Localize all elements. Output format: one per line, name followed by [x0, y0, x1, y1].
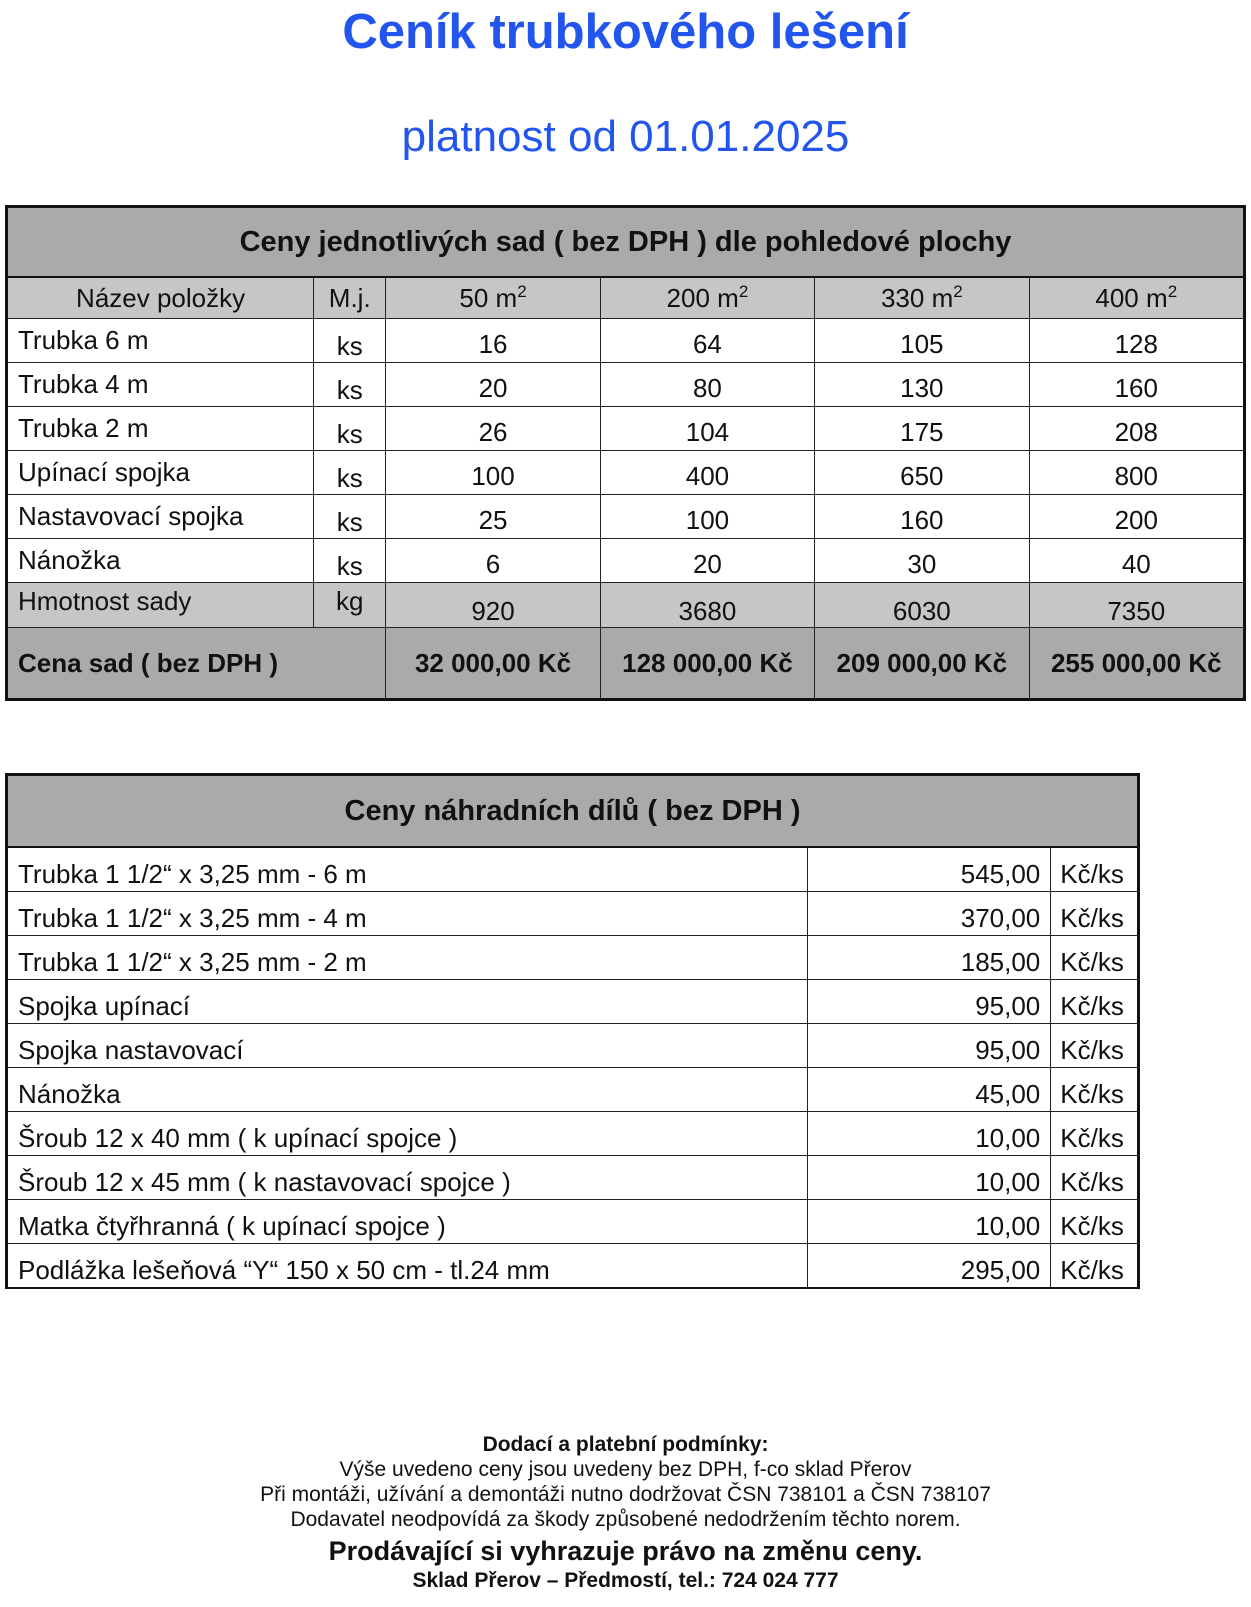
item-qty: 650	[815, 451, 1029, 495]
weight-value: 3680	[600, 583, 814, 628]
part-name: Trubka 1 1/2“ x 3,25 mm - 4 m	[7, 892, 808, 936]
part-price: 370,00	[807, 892, 1051, 936]
sets-table-header-row	[7, 277, 1245, 319]
item-qty: 160	[815, 495, 1029, 539]
part-price: 545,00	[807, 847, 1051, 892]
table-row	[7, 1156, 1139, 1200]
col-header-name: Název položky	[7, 277, 314, 319]
terms-heading: Dodací a platební podmínky:	[482, 1433, 769, 1456]
part-unit: Kč/ks	[1051, 1068, 1139, 1112]
item-qty: 200	[1029, 495, 1244, 539]
table-row	[7, 451, 1245, 495]
total-label: Cena sad ( bez DPH )	[7, 628, 386, 700]
part-name: Matka čtyřhranná ( k upínací spojce )	[7, 1200, 808, 1244]
item-qty: 400	[600, 451, 814, 495]
item-qty: 100	[386, 451, 600, 495]
table-row	[7, 1024, 1139, 1068]
item-qty: 25	[386, 495, 600, 539]
parts-table-title: Ceny náhradních dílů ( bez DPH )	[7, 775, 1139, 848]
item-qty: 20	[600, 539, 814, 583]
terms-line: Výše uvedeno ceny jsou uvedeny bez DPH, f-co sklad Přerov	[339, 1458, 912, 1481]
table-row	[7, 407, 1245, 451]
item-qty: 30	[815, 539, 1029, 583]
item-unit: ks	[314, 539, 386, 583]
table-row	[7, 936, 1139, 980]
table-row	[7, 892, 1139, 936]
col-header-area: 400 $m^2$	[1029, 277, 1244, 319]
part-price: 10,00	[807, 1112, 1051, 1156]
item-name: Trubka 6 m	[7, 319, 314, 363]
table-row	[7, 847, 1139, 892]
weight-label: Hmotnost sady	[7, 583, 314, 628]
col-header-area: 50 $m^2$	[386, 277, 600, 319]
part-name: Trubka 1 1/2“ x 3,25 mm - 2 m	[7, 936, 808, 980]
weight-row	[7, 583, 1245, 628]
terms-footer	[0, 1432, 1251, 1593]
terms-line: Dodavatel neodpovídá za škody způsobené nedodržením těchto norem.	[290, 1508, 961, 1531]
part-unit: Kč/ks	[1051, 980, 1139, 1024]
part-price: 95,00	[807, 1024, 1051, 1068]
item-qty: 128	[1029, 319, 1244, 363]
part-name: Podlážka lešeňová “Y“ 150 x 50 cm - tl.24 mm	[7, 1244, 808, 1289]
sets-table-title: Ceny jednotlivých sad ( bez DPH ) dle pohledové plochy	[7, 207, 1245, 278]
table-row	[7, 1068, 1139, 1112]
page-title: Ceník trubkového lešení	[342, 5, 909, 59]
table-row	[7, 1200, 1139, 1244]
item-name: Trubka 4 m	[7, 363, 314, 407]
part-name: Šroub 12 x 45 mm ( k nastavovací spojce )	[7, 1156, 808, 1200]
item-qty: 16	[386, 319, 600, 363]
part-name: Spojka upínací	[7, 980, 808, 1024]
part-unit: Kč/ks	[1051, 1024, 1139, 1068]
item-qty: 175	[815, 407, 1029, 451]
weight-value: 7350	[1029, 583, 1244, 628]
part-name: Trubka 1 1/2“ x 3,25 mm - 6 m	[7, 847, 808, 892]
item-unit: ks	[314, 451, 386, 495]
part-name: Spojka nastavovací	[7, 1024, 808, 1068]
part-name: Šroub 12 x 40 mm ( k upínací spojce )	[7, 1112, 808, 1156]
sets-price-table	[5, 205, 1246, 701]
item-unit: ks	[314, 407, 386, 451]
item-qty: 6	[386, 539, 600, 583]
part-price: 45,00	[807, 1068, 1051, 1112]
table-row	[7, 539, 1245, 583]
item-qty: 20	[386, 363, 600, 407]
total-price: 255 000,00 Kč	[1029, 628, 1244, 700]
total-price: 32 000,00 Kč	[386, 628, 600, 700]
item-qty: 80	[600, 363, 814, 407]
item-unit: ks	[314, 363, 386, 407]
part-name: Nánožka	[7, 1068, 808, 1112]
table-row	[7, 1112, 1139, 1156]
table-row	[7, 980, 1139, 1024]
item-name: Nastavovací spojka	[7, 495, 314, 539]
weight-unit: kg	[314, 583, 386, 628]
price-change-notice: Prodávající si vyhrazuje právo na změnu ceny.	[328, 1536, 923, 1566]
total-price-row	[7, 628, 1245, 700]
col-header-area: 330 $m^2$	[815, 277, 1029, 319]
part-price: 10,00	[807, 1200, 1051, 1244]
col-header-unit: M.j.	[314, 277, 386, 319]
weight-value: 6030	[815, 583, 1029, 628]
part-unit: Kč/ks	[1051, 936, 1139, 980]
item-unit: ks	[314, 495, 386, 539]
part-unit: Kč/ks	[1051, 847, 1139, 892]
item-unit: ks	[314, 319, 386, 363]
part-price: 95,00	[807, 980, 1051, 1024]
item-qty: 160	[1029, 363, 1244, 407]
part-unit: Kč/ks	[1051, 1112, 1139, 1156]
part-unit: Kč/ks	[1051, 892, 1139, 936]
item-name: Upínací spojka	[7, 451, 314, 495]
item-qty: 800	[1029, 451, 1244, 495]
table-row	[7, 1244, 1139, 1289]
item-qty: 105	[815, 319, 1029, 363]
item-name: Trubka 2 m	[7, 407, 314, 451]
item-qty: 26	[386, 407, 600, 451]
item-qty: 40	[1029, 539, 1244, 583]
item-qty: 130	[815, 363, 1029, 407]
weight-value: 920	[386, 583, 600, 628]
total-price: 209 000,00 Kč	[815, 628, 1029, 700]
terms-line: Při montáži, užívání a demontáži nutno dodržovat ČSN 738101 a ČSN 738107	[260, 1483, 991, 1506]
part-price: 295,00	[807, 1244, 1051, 1289]
table-row	[7, 363, 1245, 407]
part-unit: Kč/ks	[1051, 1156, 1139, 1200]
item-name: Nánožka	[7, 539, 314, 583]
part-price: 10,00	[807, 1156, 1051, 1200]
table-row	[7, 319, 1245, 363]
total-price: 128 000,00 Kč	[600, 628, 814, 700]
item-qty: 100	[600, 495, 814, 539]
contact-info: Sklad Přerov – Předmostí, tel.: 724 024 777	[412, 1569, 839, 1592]
table-row	[7, 495, 1245, 539]
spare-parts-table	[5, 773, 1140, 1289]
validity-date: platnost od 01.01.2025	[401, 112, 850, 161]
part-unit: Kč/ks	[1051, 1200, 1139, 1244]
part-unit: Kč/ks	[1051, 1244, 1139, 1289]
part-price: 185,00	[807, 936, 1051, 980]
item-qty: 64	[600, 319, 814, 363]
item-qty: 104	[600, 407, 814, 451]
item-qty: 208	[1029, 407, 1244, 451]
col-header-area: 200 $m^2$	[600, 277, 814, 319]
